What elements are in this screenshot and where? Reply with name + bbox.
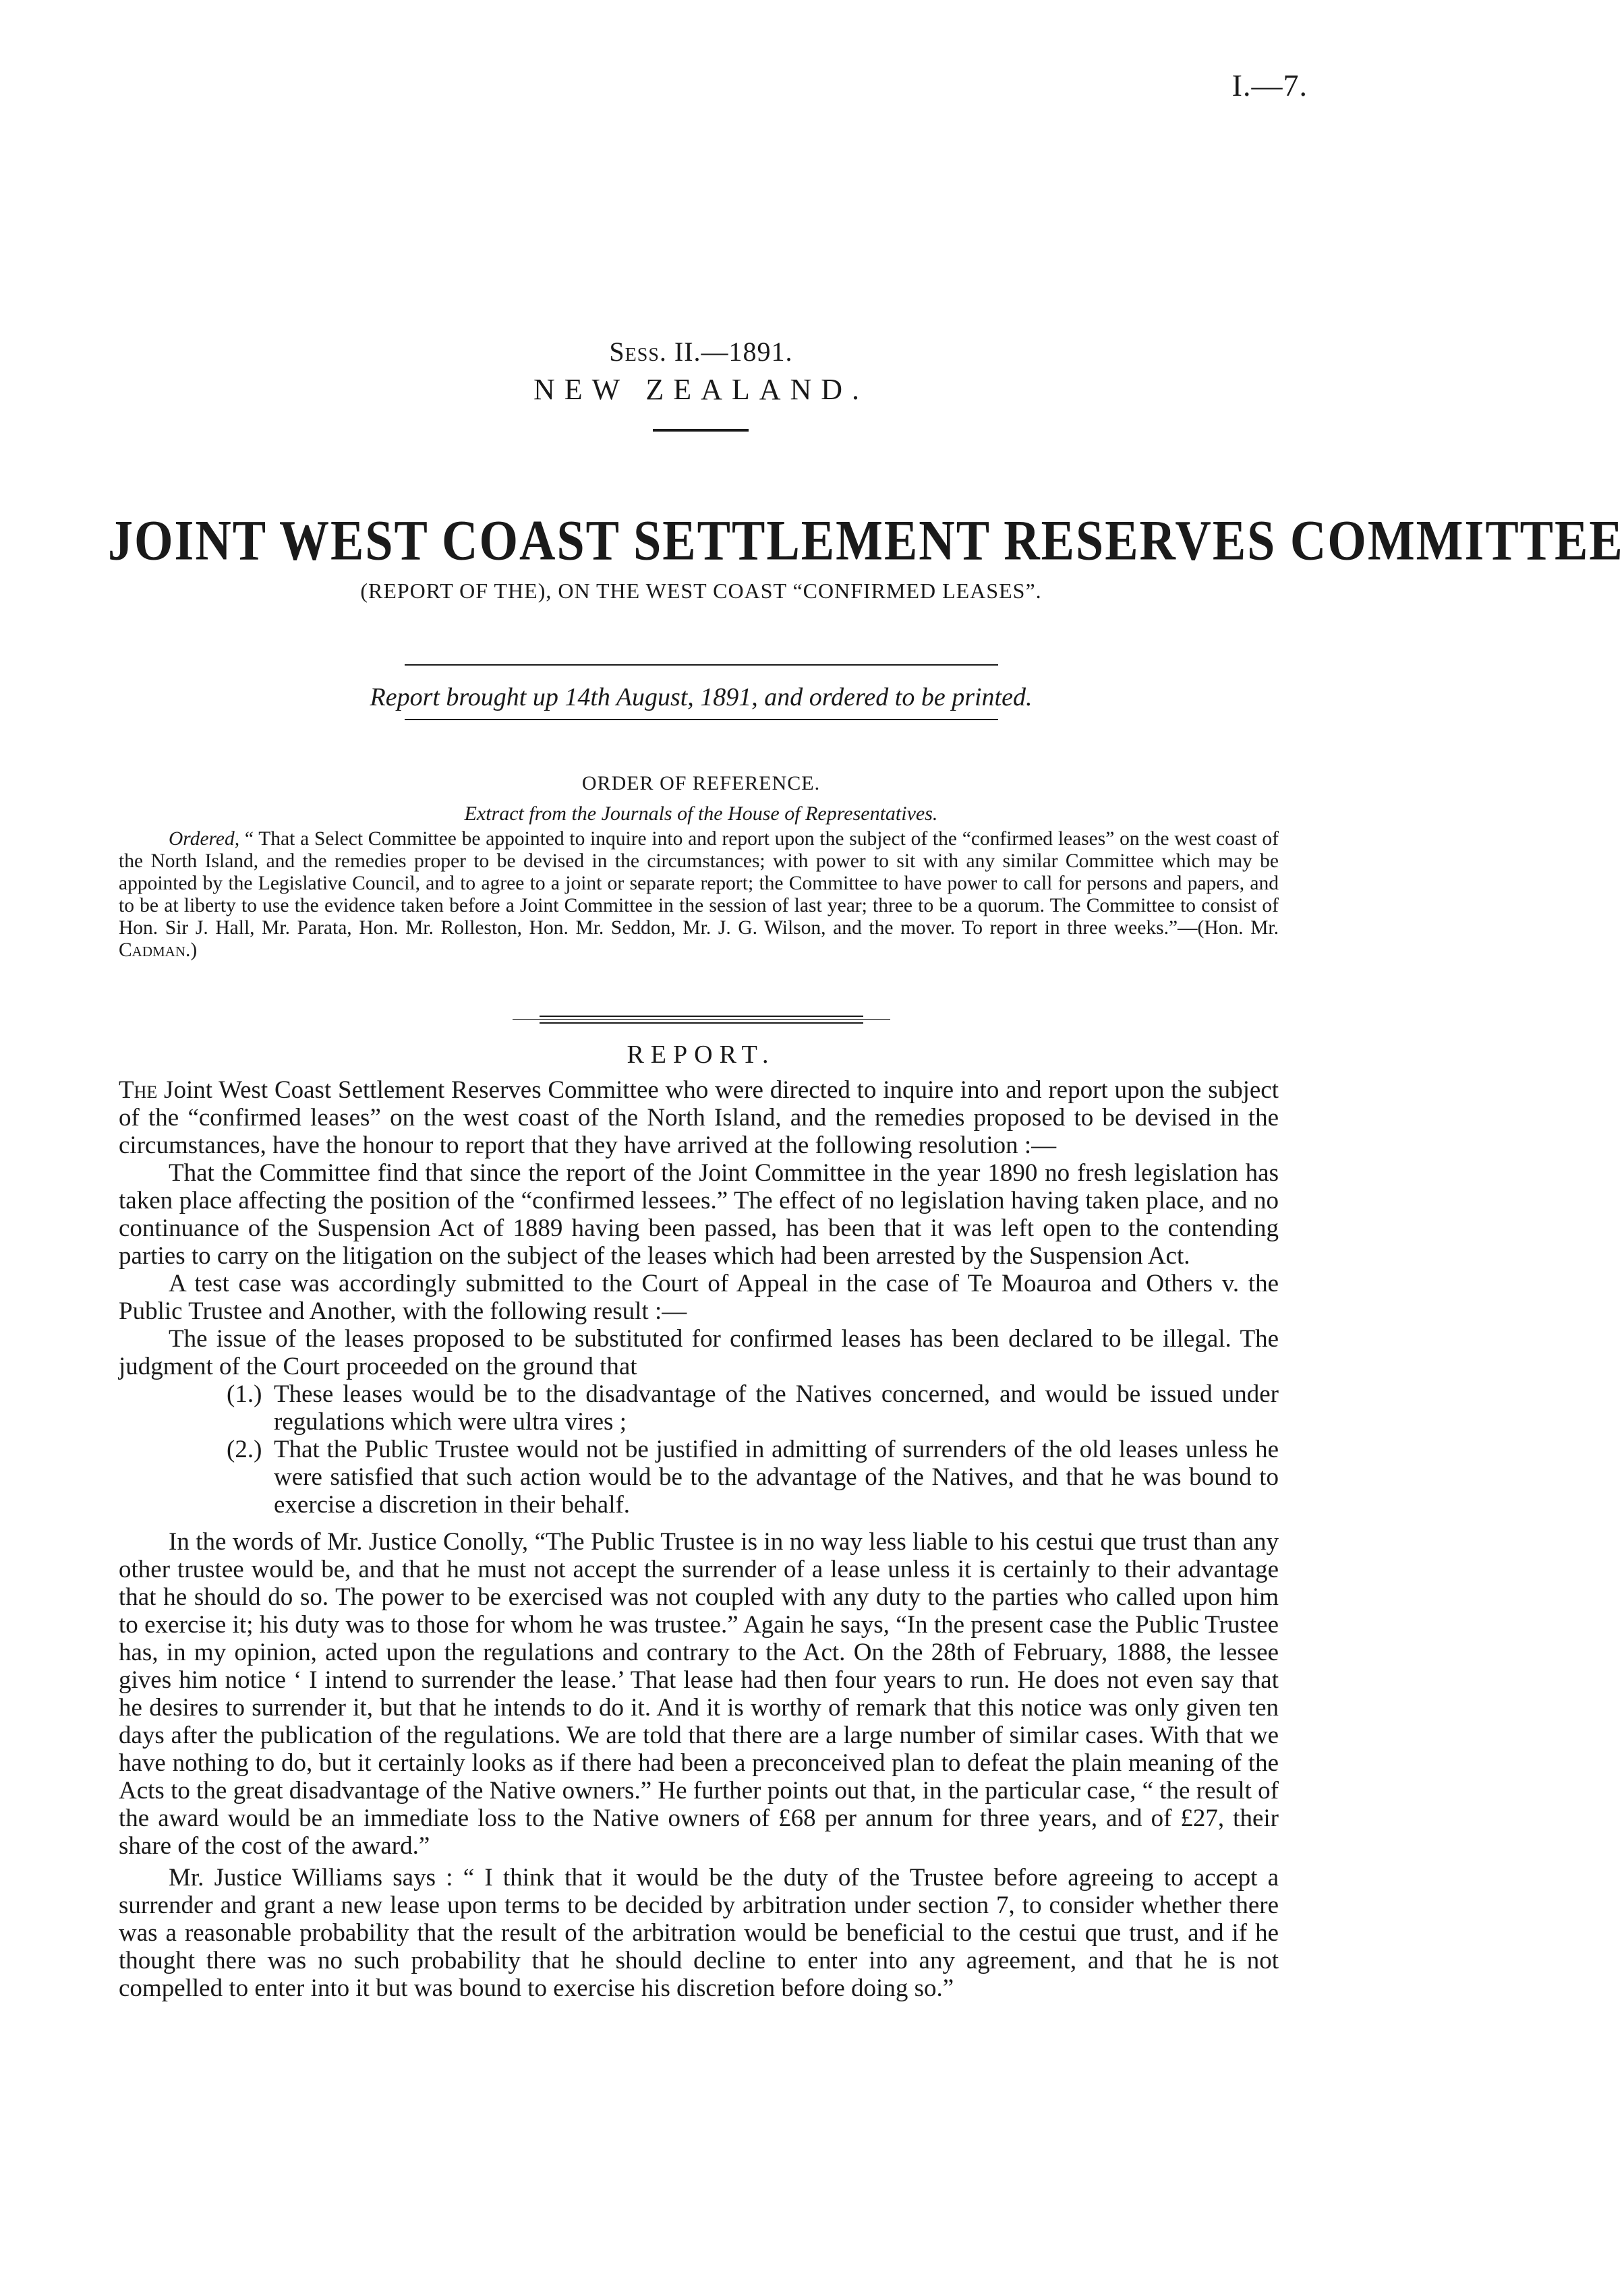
judgment-ground-2-number: (2.) [227, 1436, 262, 1463]
report-rule-2 [513, 1019, 890, 1020]
masthead-rule [653, 429, 749, 432]
brought-up-line: Report brought up 14th August, 1891, and ordered to be printed. [370, 683, 1033, 711]
report-paragraph-6: Mr. Justice Williams says : “ I think that it would be the duty of the Trustee before agreeing to accept a surrender and grant a new lease upon terms to be decided by arbitration under section 7, to consider whether there was a reasonable probability that the result of the arbitration would be beneficial to the cestui que trust, and if he thought there was no such probability that he should decline to enter into any agreement, and that he is not compelled to enter into it but was bound to exercise his discretion before doing so.” [119, 1864, 1279, 2002]
session-line: Sess. II.—1891. [609, 336, 793, 367]
report-paragraph-4: The issue of the leases proposed to be substituted for confirmed leases has been declared to be illegal. The judgment of the Court proceeded on the ground that [119, 1325, 1279, 1380]
order-signature: Cadman.) [119, 939, 198, 961]
report-lead-word: The [119, 1076, 158, 1104]
report-paragraph-2: That the Committee find that since the report of the Joint Committee in the year 1890 no fresh legislation has taken place affecting the position of the “confirmed lessees.” The effect of no legislation having taken place, and no continuance of the Suspension Act of 1889 having been passed, has been that it was left open to the contending parties to carry on the litigation on the subject of the leases which had been arrested by the Suspension Act. [119, 1159, 1279, 1270]
document-title: JOINT WEST COAST SETTLEMENT RESERVES COMMITTEE [108, 508, 1624, 573]
page-identifier: I.—7. [1231, 68, 1308, 102]
report-paragraph-1-text: Joint West Coast Settlement Reserves Committee who were directed to inquire into and report upon the subject of the “confirmed leases” on the west coast of the North Island, and the remedies proposed to be devised in the circumstances, have the honour to report that they have arrived at the following resolution :— [119, 1076, 1279, 1159]
order-of-reference-text [119, 828, 1279, 962]
report-heading: REPORT. [627, 1041, 776, 1069]
report-paragraph-5: In the words of Mr. Justice Conolly, “The Public Trustee is in no way less liable to his cestui que trust than any other trustee would be, and that he must not accept the surrender of a lease unless it is certainly to their advantage that he should do so. The power to be exercised was not coupled with any duty to the parties who called upon him to exercise it; his duty was to those for whom he was trustee.” Again he says, “In the present case the Public Trustee has, in my opinion, acted upon the regulations and contrary to the Act. On the 28th of February, 1888, the lessee gives him notice ‘ I intend to surrender the lease.’ That lease had then four years to run. He does not even say that he desires to surrender it, but that he intends to do it. And it is worthy of remark that this notice was only given ten days after the publication of the regulations. We are told that there are a large number of similar cases. With that we have nothing to do, but it certainly looks as if there had been a preconceived plan to defeat the plain meaning of the Acts to the great disadvantage of the Native owners.” He further points out that, in the particular case, “ the result of the award would be an immediate loss to the Native owners of £68 per annum for three years, and of £27, their share of the cost of the award.” [119, 1528, 1279, 1860]
order-body: “ That a Select Committee be appointed to inquire into and report upon the subject of the “confirmed leases” on the west coast of the North Island, and the remedies proper to be devised in the circumstances; with power to sit with any similar Committee which may be appointed by the Legislative Council, and to agree to a joint or separate report; the Committee to have power to call for persons and papers, and to be at liberty to use the evidence taken before a Joint Committee in the session of last year; three to be a quorum. The Committee to consist of Hon. Sir J. Hall, Mr. Parata, Hon. Mr. Rolleston, Hon. Mr. Seddon, Mr. J. G. Wilson, and the mover. To report in three weeks.”—(Hon. Mr. [119, 828, 1279, 939]
judgment-ground-1-number: (1.) [227, 1380, 262, 1408]
judgment-ground-1 [227, 1380, 1279, 1436]
report-rule-1 [540, 1016, 863, 1017]
report-rule-3 [540, 1022, 863, 1024]
journal-extract-note: Extract from the Journals of the House of Representatives. [464, 802, 938, 825]
judgment-ground-2 [227, 1436, 1279, 1519]
ordered-word: Ordered, [169, 828, 240, 850]
report-paragraph-3: A test case was accordingly submitted to the Court of Appeal in the case of Te Moauroa and Others v. the Public Trustee and Another, with the following result :— [119, 1270, 1279, 1325]
brought-up-rule-bottom [405, 719, 998, 720]
judgment-ground-2-text: That the Public Trustee would not be justified in admitting of surrenders of the old leases unless he were satisfied that such action would be to the advantage of the Natives, and that he was bound to exercise a discretion in their behalf. [274, 1436, 1279, 1519]
report-body [119, 1076, 1279, 2002]
order-of-reference-heading: ORDER OF REFERENCE. [581, 772, 821, 794]
judgment-ground-1-text: These leases would be to the disadvantage of the Natives concerned, and would be issued under regulations which were ultra vires ; [274, 1380, 1279, 1436]
report-paragraph-1 [119, 1076, 1279, 1159]
country-line: NEW ZEALAND. [533, 373, 869, 406]
document-subtitle: (REPORT OF THE), ON THE WEST COAST “CONFIRMED LEASES”. [360, 579, 1042, 603]
brought-up-rule-top [405, 664, 998, 666]
